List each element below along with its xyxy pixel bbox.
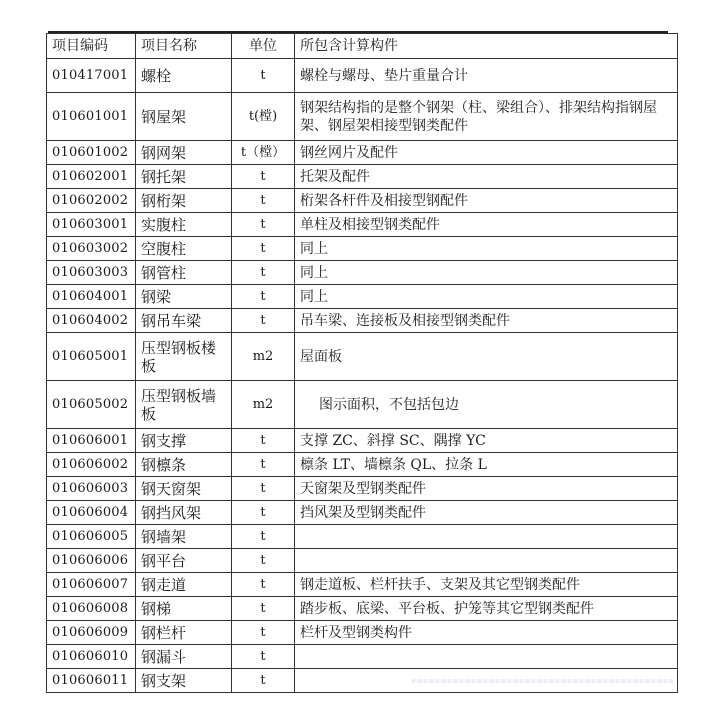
item-description: 同上 <box>295 285 678 309</box>
item-unit: t <box>232 285 295 309</box>
item-name: 钢网架 <box>136 141 232 165</box>
item-description: 钢丝网片及配件 <box>295 141 678 165</box>
table-row <box>47 381 678 429</box>
item-code: 010603001 <box>47 213 136 237</box>
item-name: 实腹柱 <box>136 213 232 237</box>
item-unit: t <box>232 429 295 453</box>
header-unit: 单位 <box>232 34 295 59</box>
table-row <box>47 189 678 213</box>
item-code: 010605001 <box>47 333 136 381</box>
item-code: 010606002 <box>47 453 136 477</box>
item-name: 压型钢板墙板 <box>136 381 232 429</box>
table-row <box>47 525 678 549</box>
item-unit: t <box>232 525 295 549</box>
table-row <box>47 429 678 453</box>
item-name: 钢吊车梁 <box>136 309 232 333</box>
item-description: 天窗架及型钢类配件 <box>295 477 678 501</box>
item-name: 钢漏斗 <box>136 645 232 669</box>
item-name: 钢天窗架 <box>136 477 232 501</box>
item-name: 钢桁架 <box>136 189 232 213</box>
item-name: 钢挡风架 <box>136 501 232 525</box>
item-unit: m2 <box>232 333 295 381</box>
item-unit: m2 <box>232 381 295 429</box>
item-description: 屋面板 <box>295 333 678 381</box>
item-description: 单柱及相接型钢类配件 <box>295 213 678 237</box>
table-row <box>47 59 678 93</box>
item-code: 010603003 <box>47 261 136 285</box>
item-description: 桁架各杆件及相接型钢配件 <box>295 189 678 213</box>
item-description: 同上 <box>295 261 678 285</box>
item-code: 010604002 <box>47 309 136 333</box>
item-code: 010417001 <box>47 59 136 93</box>
item-unit: t <box>232 261 295 285</box>
table-row <box>47 213 678 237</box>
item-unit: t <box>232 501 295 525</box>
table-row <box>47 477 678 501</box>
faint-scan-artifact <box>412 679 674 683</box>
item-unit: t <box>232 549 295 573</box>
item-code: 010606007 <box>47 573 136 597</box>
item-unit: t <box>232 597 295 621</box>
item-description <box>295 645 678 669</box>
table-row <box>47 573 678 597</box>
item-code: 010606004 <box>47 501 136 525</box>
item-name: 钢托架 <box>136 165 232 189</box>
table-row <box>47 165 678 189</box>
item-description: 托架及配件 <box>295 165 678 189</box>
item-unit: t <box>232 669 295 693</box>
item-description: 栏杆及型钢类构件 <box>295 621 678 645</box>
item-code: 010606008 <box>47 597 136 621</box>
item-code: 010606011 <box>47 669 136 693</box>
item-description: 钢架结构指的是整个钢架（柱、梁组合）、排架结构指钢屋架、钢屋架相接型钢类配件 <box>295 93 678 141</box>
item-description: 挡风架及型钢类配件 <box>295 501 678 525</box>
item-unit: t <box>232 573 295 597</box>
item-unit: t <box>232 59 295 93</box>
item-code: 010602002 <box>47 189 136 213</box>
table-row <box>47 501 678 525</box>
table-row <box>47 309 678 333</box>
item-unit: t <box>232 477 295 501</box>
item-description: 图示面积，不包括包边 <box>295 381 678 429</box>
item-code: 010606006 <box>47 549 136 573</box>
item-unit: t(樘) <box>232 93 295 141</box>
item-name: 钢管柱 <box>136 261 232 285</box>
item-unit: t <box>232 621 295 645</box>
item-name: 钢走道 <box>136 573 232 597</box>
item-unit: t <box>232 189 295 213</box>
item-description <box>295 549 678 573</box>
item-unit: t <box>232 237 295 261</box>
table-row <box>47 93 678 141</box>
item-description: 吊车梁、连接板及相接型钢类配件 <box>295 309 678 333</box>
table-row <box>47 141 678 165</box>
table-row <box>47 453 678 477</box>
table-row <box>47 621 678 645</box>
item-description: 踏步板、底梁、平台板、护笼等其它型钢类配件 <box>295 597 678 621</box>
item-name: 钢屋架 <box>136 93 232 141</box>
item-code: 010606005 <box>47 525 136 549</box>
item-name: 螺栓 <box>136 59 232 93</box>
item-code: 010601001 <box>47 93 136 141</box>
item-unit: t <box>232 309 295 333</box>
item-code: 010604001 <box>47 285 136 309</box>
item-name: 钢支撑 <box>136 429 232 453</box>
table-row <box>47 645 678 669</box>
item-unit: t（樘） <box>232 141 295 165</box>
header-code: 项目编码 <box>47 34 136 59</box>
item-description <box>295 525 678 549</box>
item-name: 钢檩条 <box>136 453 232 477</box>
table-row <box>47 285 678 309</box>
item-description: 檩条 LT、墙檩条 QL、拉条 L <box>295 453 678 477</box>
table-row <box>47 597 678 621</box>
item-code: 010606009 <box>47 621 136 645</box>
item-description: 螺栓与螺母、垫片重量合计 <box>295 59 678 93</box>
item-code: 010605002 <box>47 381 136 429</box>
item-name: 钢梯 <box>136 597 232 621</box>
item-unit: t <box>232 453 295 477</box>
item-name: 钢墙架 <box>136 525 232 549</box>
item-name: 空腹柱 <box>136 237 232 261</box>
item-name: 钢平台 <box>136 549 232 573</box>
table-row <box>47 549 678 573</box>
item-code: 010601002 <box>47 141 136 165</box>
header-name: 项目名称 <box>136 34 232 59</box>
steel-structure-item-table <box>46 33 678 693</box>
item-name: 钢梁 <box>136 285 232 309</box>
item-description: 同上 <box>295 237 678 261</box>
table-header-row <box>47 34 678 59</box>
table-row <box>47 261 678 285</box>
item-description: 钢走道板、栏杆扶手、支架及其它型钢类配件 <box>295 573 678 597</box>
item-name: 钢支架 <box>136 669 232 693</box>
table-row <box>47 237 678 261</box>
item-code: 010606003 <box>47 477 136 501</box>
header-description: 所包含计算构件 <box>295 34 678 59</box>
item-code: 010606001 <box>47 429 136 453</box>
item-name: 压型钢板楼板 <box>136 333 232 381</box>
item-unit: t <box>232 165 295 189</box>
table-row <box>47 333 678 381</box>
item-code: 010603002 <box>47 237 136 261</box>
item-name: 钢栏杆 <box>136 621 232 645</box>
item-description: 支撑 ZC、斜撑 SC、隅撑 YC <box>295 429 678 453</box>
item-code: 010606010 <box>47 645 136 669</box>
item-unit: t <box>232 213 295 237</box>
item-unit: t <box>232 645 295 669</box>
item-code: 010602001 <box>47 165 136 189</box>
